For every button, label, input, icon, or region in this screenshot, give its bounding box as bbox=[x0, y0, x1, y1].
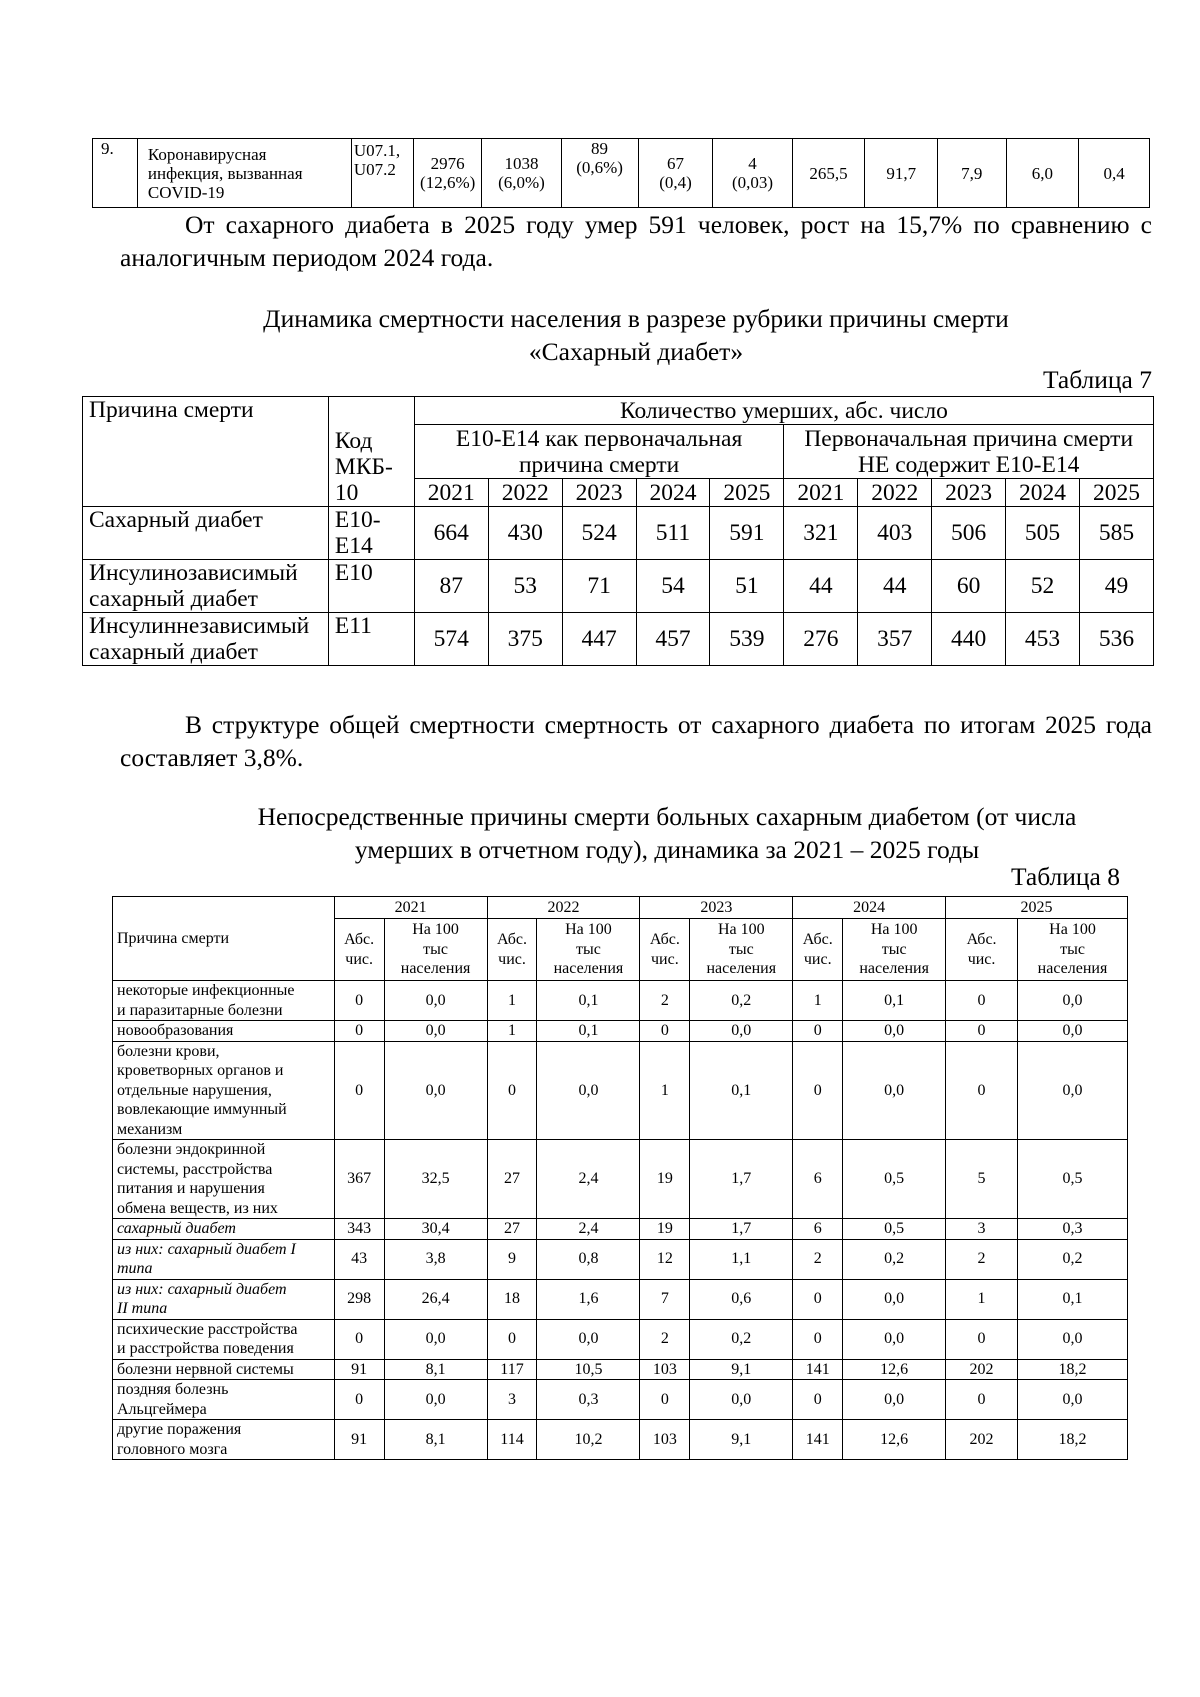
table-row bbox=[113, 1279, 1128, 1319]
value-cell: 0,2 bbox=[690, 1319, 793, 1359]
value-cell: 103 bbox=[640, 1420, 690, 1460]
value-cell: 0 bbox=[946, 1041, 1018, 1140]
header-group-not-contains: Первоначальная причина смерти НЕ содержит Е10-Е14 bbox=[784, 425, 1154, 479]
paragraph-structure: В структуре общей смертности смертность от сахарного диабета по итогам 2025 года составляет 3,8%. bbox=[120, 710, 1152, 772]
value-cell: 54 bbox=[636, 560, 710, 613]
value-cell: 1 bbox=[487, 981, 537, 1021]
value-cell: 0 bbox=[334, 1021, 384, 1042]
value-cell: 51 bbox=[710, 560, 784, 613]
value-cell: 141 bbox=[793, 1359, 843, 1380]
cause-cell: болезни крови, кроветворных органов и отдельные нарушения, вовлекающие иммунный механизм bbox=[113, 1041, 335, 1140]
cause-cell: Инсулинозависимый сахарный диабет bbox=[83, 560, 329, 613]
covid-table bbox=[92, 138, 1150, 208]
value-cell: 7,9 bbox=[938, 139, 1006, 208]
header-year: 2024 bbox=[793, 897, 946, 919]
diabetes-mortality-table bbox=[82, 396, 1154, 666]
table-row bbox=[83, 613, 1154, 666]
value-cell: 3 bbox=[946, 1219, 1018, 1240]
value-cell: 0,0 bbox=[843, 1319, 946, 1359]
value-cell: 6 bbox=[793, 1219, 843, 1240]
value-cell: 0,2 bbox=[843, 1239, 946, 1279]
table7-title: Динамика смертности населения в разрезе рубрики причины смерти «Сахарный диабет» bbox=[263, 304, 1009, 366]
value-cell: 19 bbox=[640, 1219, 690, 1240]
value-cell: 91 bbox=[334, 1420, 384, 1460]
value-cell: 44 bbox=[784, 560, 858, 613]
value-cell: 0 bbox=[334, 1380, 384, 1420]
header-year: 2024 bbox=[636, 479, 710, 507]
cause-cell: психические расстройства и расстройства поведения bbox=[113, 1319, 335, 1359]
header-count: Количество умерших, абс. число bbox=[414, 397, 1153, 425]
value-cell: 4 (0,03) bbox=[713, 139, 792, 208]
value-cell: 0,0 bbox=[384, 1041, 487, 1140]
value-cell: 2 bbox=[946, 1239, 1018, 1279]
value-cell: 71 bbox=[562, 560, 636, 613]
table-row bbox=[113, 1380, 1128, 1420]
value-cell: 375 bbox=[488, 613, 562, 666]
value-cell: 26,4 bbox=[384, 1279, 487, 1319]
value-cell: 1,6 bbox=[537, 1279, 640, 1319]
value-cell: 8,1 bbox=[384, 1420, 487, 1460]
value-cell: 0 bbox=[946, 1380, 1018, 1420]
cause-cell: из них: сахарный диабет I типа bbox=[113, 1239, 335, 1279]
value-cell: 3 bbox=[487, 1380, 537, 1420]
value-cell: 67 (0,4) bbox=[638, 139, 713, 208]
value-cell: 0 bbox=[793, 1319, 843, 1359]
header-per-100k: На 100 тыс населения bbox=[537, 919, 640, 981]
header-year: 2025 bbox=[710, 479, 784, 507]
header-year: 2022 bbox=[487, 897, 640, 919]
value-cell: 19 bbox=[640, 1140, 690, 1219]
value-cell: 0,0 bbox=[1018, 1021, 1128, 1042]
value-cell: 2 bbox=[640, 1319, 690, 1359]
value-cell: 2,4 bbox=[537, 1140, 640, 1219]
value-cell: 0,0 bbox=[384, 981, 487, 1021]
table8-title: Непосредственные причины смерти больных сахарным диабетом (от числа умерших в отчетном году), динамика за 2021 – 2025 годы bbox=[257, 802, 1077, 864]
value-cell: 44 bbox=[858, 560, 932, 613]
table-row bbox=[113, 981, 1128, 1021]
value-cell: 0,0 bbox=[1018, 1380, 1128, 1420]
value-cell: 0,0 bbox=[690, 1380, 793, 1420]
header-group-primary: Е10-Е14 как первоначальная причина смерти bbox=[414, 425, 784, 479]
value-cell: 0,3 bbox=[1018, 1219, 1128, 1240]
header-per-100k: На 100 тыс населения bbox=[384, 919, 487, 981]
header-year: 2025 bbox=[1079, 479, 1153, 507]
header-abs: Абс. чис. bbox=[334, 919, 384, 981]
value-cell: 0,0 bbox=[843, 1041, 946, 1140]
value-cell: 0,0 bbox=[843, 1279, 946, 1319]
value-cell: 276 bbox=[784, 613, 858, 666]
code-cell: U07.1, U07.2 bbox=[351, 139, 413, 208]
value-cell: 1,7 bbox=[690, 1219, 793, 1240]
value-cell: 0 bbox=[946, 1021, 1018, 1042]
cause-cell: болезни нервной системы bbox=[113, 1359, 335, 1380]
header-abs: Абс. чис. bbox=[640, 919, 690, 981]
table-row bbox=[83, 560, 1154, 613]
header-year: 2021 bbox=[414, 479, 488, 507]
value-cell: 0,1 bbox=[537, 981, 640, 1021]
value-cell: 0 bbox=[946, 981, 1018, 1021]
value-cell: 403 bbox=[858, 507, 932, 560]
value-cell: 0,0 bbox=[1018, 981, 1128, 1021]
value-cell: 0,0 bbox=[384, 1319, 487, 1359]
value-cell: 9,1 bbox=[690, 1420, 793, 1460]
value-cell: 9,1 bbox=[690, 1359, 793, 1380]
value-cell: 0,5 bbox=[843, 1219, 946, 1240]
value-cell: 0 bbox=[334, 1319, 384, 1359]
value-cell: 0,6 bbox=[690, 1279, 793, 1319]
code-cell: Е10- Е14 bbox=[328, 507, 414, 560]
value-cell: 12,6 bbox=[843, 1359, 946, 1380]
value-cell: 585 bbox=[1079, 507, 1153, 560]
value-cell: 27 bbox=[487, 1219, 537, 1240]
value-cell: 32,5 bbox=[384, 1140, 487, 1219]
cause-cell: болезни эндокринной системы, расстройства питания и нарушения обмена веществ, из них bbox=[113, 1140, 335, 1219]
value-cell: 265,5 bbox=[792, 139, 865, 208]
diabetes-causes-table bbox=[112, 896, 1128, 1460]
header-year: 2023 bbox=[562, 479, 636, 507]
value-cell: 43 bbox=[334, 1239, 384, 1279]
header-year: 2023 bbox=[932, 479, 1006, 507]
value-cell: 0 bbox=[487, 1319, 537, 1359]
value-cell: 0 bbox=[793, 1041, 843, 1140]
value-cell: 0 bbox=[640, 1021, 690, 1042]
header-abs: Абс. чис. bbox=[487, 919, 537, 981]
value-cell: 91 bbox=[334, 1359, 384, 1380]
header-per-100k: На 100 тыс населения bbox=[690, 919, 793, 981]
paragraph-diabetes-deaths: От сахарного диабета в 2025 году умер 591 человек, рост на 15,7% по сравнению с аналогичным периодом 2024 года. bbox=[120, 210, 1152, 272]
cause-cell: некоторые инфекционные и паразитарные болезни bbox=[113, 981, 335, 1021]
value-cell: 0,4 bbox=[1079, 139, 1150, 208]
table7-label: Таблица 7 bbox=[1042, 365, 1152, 394]
value-cell: 18,2 bbox=[1018, 1359, 1128, 1380]
value-cell: 0,1 bbox=[1018, 1279, 1128, 1319]
table-header-row bbox=[113, 897, 1128, 919]
header-year: 2022 bbox=[858, 479, 932, 507]
value-cell: 202 bbox=[946, 1359, 1018, 1380]
value-cell: 10,2 bbox=[537, 1420, 640, 1460]
header-year: 2024 bbox=[1006, 479, 1080, 507]
value-cell: 103 bbox=[640, 1359, 690, 1380]
value-cell: 343 bbox=[334, 1219, 384, 1240]
value-cell: 591 bbox=[710, 507, 784, 560]
value-cell: 87 bbox=[414, 560, 488, 613]
value-cell: 0,2 bbox=[1018, 1239, 1128, 1279]
table-row bbox=[113, 1021, 1128, 1042]
value-cell: 440 bbox=[932, 613, 1006, 666]
value-cell: 0,1 bbox=[690, 1041, 793, 1140]
value-cell: 536 bbox=[1079, 613, 1153, 666]
value-cell: 49 bbox=[1079, 560, 1153, 613]
table-row bbox=[113, 1319, 1128, 1359]
value-cell: 10,5 bbox=[537, 1359, 640, 1380]
value-cell: 60 bbox=[932, 560, 1006, 613]
value-cell: 539 bbox=[710, 613, 784, 666]
header-abs: Абс. чис. bbox=[793, 919, 843, 981]
header-cause: Причина смерти bbox=[83, 397, 329, 507]
table-row bbox=[113, 1420, 1128, 1460]
value-cell: 0,0 bbox=[384, 1380, 487, 1420]
value-cell: 298 bbox=[334, 1279, 384, 1319]
value-cell: 1,1 bbox=[690, 1239, 793, 1279]
table-row bbox=[93, 139, 1150, 208]
cause-cell: Сахарный диабет bbox=[83, 507, 329, 560]
value-cell: 8,1 bbox=[384, 1359, 487, 1380]
value-cell: 6 bbox=[793, 1140, 843, 1219]
cause-cell: другие поражения головного мозга bbox=[113, 1420, 335, 1460]
value-cell: 117 bbox=[487, 1359, 537, 1380]
value-cell: 0 bbox=[793, 1021, 843, 1042]
table-row bbox=[113, 1239, 1128, 1279]
value-cell: 141 bbox=[793, 1420, 843, 1460]
value-cell: 5 bbox=[946, 1140, 1018, 1219]
value-cell: 664 bbox=[414, 507, 488, 560]
value-cell: 1,7 bbox=[690, 1140, 793, 1219]
value-cell: 447 bbox=[562, 613, 636, 666]
value-cell: 6,0 bbox=[1006, 139, 1079, 208]
row-number: 9. bbox=[93, 139, 138, 208]
value-cell: 202 bbox=[946, 1420, 1018, 1460]
code-cell: Е10 bbox=[328, 560, 414, 613]
value-cell: 0 bbox=[640, 1380, 690, 1420]
value-cell: 357 bbox=[858, 613, 932, 666]
cause-cell: сахарный диабет bbox=[113, 1219, 335, 1240]
header-per-100k: На 100 тыс населения bbox=[1018, 919, 1128, 981]
value-cell: 0,3 bbox=[537, 1380, 640, 1420]
value-cell: 1 bbox=[487, 1021, 537, 1042]
value-cell: 524 bbox=[562, 507, 636, 560]
value-cell: 2976 (12,6%) bbox=[413, 139, 481, 208]
value-cell: 1 bbox=[640, 1041, 690, 1140]
code-cell: Е11 bbox=[328, 613, 414, 666]
value-cell: 505 bbox=[1006, 507, 1080, 560]
table8-label: Таблица 8 bbox=[1010, 862, 1120, 891]
table-header-row bbox=[83, 397, 1154, 425]
value-cell: 0,0 bbox=[690, 1021, 793, 1042]
value-cell: 1038 (6,0%) bbox=[482, 139, 561, 208]
value-cell: 2 bbox=[640, 981, 690, 1021]
value-cell: 0,8 bbox=[537, 1239, 640, 1279]
value-cell: 367 bbox=[334, 1140, 384, 1219]
value-cell: 2 bbox=[793, 1239, 843, 1279]
value-cell: 0 bbox=[334, 981, 384, 1021]
value-cell: 0 bbox=[793, 1380, 843, 1420]
value-cell: 52 bbox=[1006, 560, 1080, 613]
value-cell: 0,0 bbox=[537, 1041, 640, 1140]
value-cell: 453 bbox=[1006, 613, 1080, 666]
table-row bbox=[113, 1219, 1128, 1240]
value-cell: 0,0 bbox=[384, 1021, 487, 1042]
value-cell: 0 bbox=[487, 1041, 537, 1140]
value-cell: 0 bbox=[793, 1279, 843, 1319]
value-cell: 1 bbox=[946, 1279, 1018, 1319]
value-cell: 0,1 bbox=[843, 981, 946, 1021]
header-abs: Абс. чис. bbox=[946, 919, 1018, 981]
header-year: 2025 bbox=[946, 897, 1128, 919]
value-cell: 430 bbox=[488, 507, 562, 560]
value-cell: 0,0 bbox=[1018, 1041, 1128, 1140]
header-year: 2023 bbox=[640, 897, 793, 919]
cause-cell: из них: сахарный диабет II типа bbox=[113, 1279, 335, 1319]
cause-cell: Коронавирусная инфекция, вызванная COVID-19 bbox=[137, 139, 351, 208]
value-cell: 574 bbox=[414, 613, 488, 666]
value-cell: 30,4 bbox=[384, 1219, 487, 1240]
value-cell: 53 bbox=[488, 560, 562, 613]
value-cell: 27 bbox=[487, 1140, 537, 1219]
value-cell: 89 (0,6%) bbox=[561, 139, 638, 208]
table-row bbox=[83, 507, 1154, 560]
value-cell: 9 bbox=[487, 1239, 537, 1279]
value-cell: 457 bbox=[636, 613, 710, 666]
value-cell: 18 bbox=[487, 1279, 537, 1319]
value-cell: 12,6 bbox=[843, 1420, 946, 1460]
cause-cell: новообразования bbox=[113, 1021, 335, 1042]
header-cause: Причина смерти bbox=[113, 897, 335, 981]
value-cell: 3,8 bbox=[384, 1239, 487, 1279]
table-row bbox=[113, 1140, 1128, 1219]
value-cell: 12 bbox=[640, 1239, 690, 1279]
table-row bbox=[113, 1359, 1128, 1380]
value-cell: 0,2 bbox=[690, 981, 793, 1021]
value-cell: 0,5 bbox=[1018, 1140, 1128, 1219]
value-cell: 0,0 bbox=[843, 1021, 946, 1042]
cause-cell: Инсулиннезависимый сахарный диабет bbox=[83, 613, 329, 666]
value-cell: 0 bbox=[946, 1319, 1018, 1359]
value-cell: 0,5 bbox=[843, 1140, 946, 1219]
value-cell: 0,0 bbox=[1018, 1319, 1128, 1359]
value-cell: 18,2 bbox=[1018, 1420, 1128, 1460]
value-cell: 506 bbox=[932, 507, 1006, 560]
value-cell: 0,0 bbox=[537, 1319, 640, 1359]
header-year: 2021 bbox=[784, 479, 858, 507]
value-cell: 1 bbox=[793, 981, 843, 1021]
header-year: 2022 bbox=[488, 479, 562, 507]
value-cell: 0 bbox=[334, 1041, 384, 1140]
value-cell: 7 bbox=[640, 1279, 690, 1319]
header-code: Код МКБ- 10 bbox=[328, 397, 414, 507]
value-cell: 0,0 bbox=[843, 1380, 946, 1420]
cause-cell: поздняя болезнь Альцгеймера bbox=[113, 1380, 335, 1420]
value-cell: 91,7 bbox=[865, 139, 938, 208]
value-cell: 0,1 bbox=[537, 1021, 640, 1042]
header-year: 2021 bbox=[334, 897, 487, 919]
value-cell: 114 bbox=[487, 1420, 537, 1460]
value-cell: 2,4 bbox=[537, 1219, 640, 1240]
table-row bbox=[113, 1041, 1128, 1140]
header-per-100k: На 100 тыс населения bbox=[843, 919, 946, 981]
value-cell: 511 bbox=[636, 507, 710, 560]
value-cell: 321 bbox=[784, 507, 858, 560]
